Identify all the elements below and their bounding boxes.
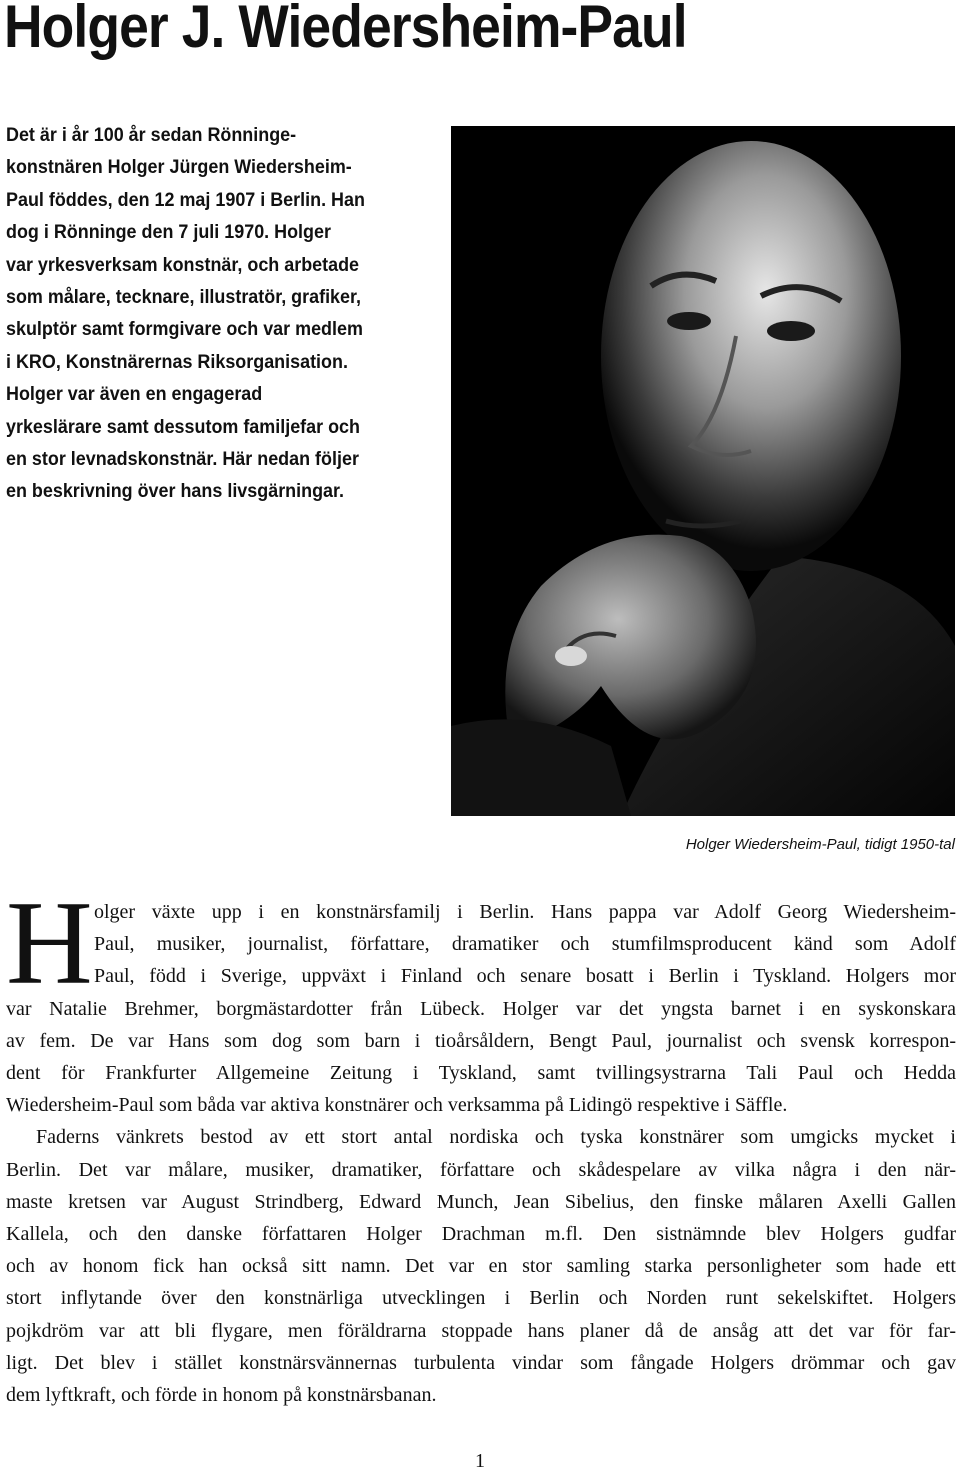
portrait-illustration bbox=[451, 126, 955, 816]
body-line: pojkdröm var att bli flygare, men föräldrarna stoppade hans planer då de ansåg att det var för far- bbox=[6, 1319, 956, 1342]
body-line: Berlin. Det var målare, musiker, dramatiker, författare och skådespelare av vilka några i den när- bbox=[6, 1158, 956, 1181]
intro-line: yrkeslärare samt dessutom familjefar och bbox=[6, 415, 360, 438]
body-line: maste kretsen var August Strindberg, Edward Munch, Jean Sibelius, den finske målaren Axelli Gallen bbox=[6, 1190, 956, 1213]
intro-paragraph bbox=[6, 119, 441, 508]
portrait-photo bbox=[451, 126, 955, 816]
body-line: stort inflytande över den konstnärliga utvecklingen i Berlin och Norden runt sekelskiftet. Holgers bbox=[6, 1287, 956, 1310]
intro-line: en beskrivning över hans livsgärningar. bbox=[6, 480, 344, 503]
body-text bbox=[6, 896, 956, 1411]
intro-line: konstnären Holger Jürgen Wiedersheim- bbox=[6, 156, 352, 179]
body-line: var Natalie Brehmer, borgmästardotter från Lübeck. Holger var det yngsta barnet i en syskonskara bbox=[6, 997, 956, 1020]
intro-line: var yrkesverksam konstnär, och arbetade bbox=[6, 253, 360, 276]
body-line: Kallela, och den danske författaren Holger Drachman m.fl. Den sistnämnde blev Holgers gudfar bbox=[6, 1223, 956, 1246]
intro-line: Paul föddes, den 12 maj 1907 i Berlin. Han bbox=[6, 188, 365, 211]
intro-line: som målare, tecknare, illustratör, grafiker, bbox=[6, 286, 361, 309]
body-line: dem lyftkraft, och förde in honom på konstnärsbanan. bbox=[6, 1384, 437, 1407]
body-line: Wiedersheim-Paul som båda var aktiva konstnärer och verksamma på Lidingö respektive i Säffle. bbox=[6, 1094, 788, 1117]
intro-line: Holger var även en engagerad bbox=[6, 383, 263, 406]
body-line: och av honom fick han också sitt namn. Det var en stor samling starka personligheter som hade ett bbox=[6, 1255, 956, 1278]
photo-caption: Holger Wiedersheim-Paul, tidigt 1950-tal bbox=[685, 836, 955, 853]
intro-line: en stor levnadskonstnär. Här nedan följer bbox=[6, 448, 359, 471]
drop-cap: H bbox=[6, 876, 93, 1009]
body-line: dent för Frankfurter Allgemeine Zeitung i Tyskland, samt tvillingsystrarna Tali Paul och Hedda bbox=[6, 1062, 956, 1085]
body-line: av fem. De var Hans som dog som barn i tioårsåldern, Bengt Paul, journalist och svensk korrespon- bbox=[6, 1029, 956, 1052]
intro-line: skulptör samt formgivare och var medlem bbox=[6, 318, 363, 341]
body-line: Paul, musiker, journalist, författare, dramatiker och stumfilmsproducent känd som Adolf bbox=[94, 933, 956, 956]
body-line: ligt. Det blev i stället konstnärsvännernas turbulenta vindar som fångade Holgers drömmar och gav bbox=[6, 1351, 956, 1374]
page-title: Holger J. Wiedersheim-Paul bbox=[4, 0, 687, 60]
intro-line: Det är i år 100 år sedan Rönninge- bbox=[6, 124, 297, 146]
body-line: Faderns vänkrets bestod av ett stort antal nordiska och tyska konstnärer som umgicks mycket i bbox=[36, 1126, 956, 1149]
intro-line: dog i Rönninge den 7 juli 1970. Holger bbox=[6, 221, 331, 244]
body-line: Paul, född i Sverige, uppväxt i Finland och senare bosatt i Berlin i Tyskland. Holgers mor bbox=[94, 965, 956, 988]
intro-line: i KRO, Konstnärernas Riksorganisation. bbox=[6, 350, 348, 373]
body-line: olger växte upp i en konstnärsfamilj i Berlin. Hans pappa var Adolf Georg Wiedersheim- bbox=[94, 901, 956, 923]
page-number: 1 bbox=[475, 1450, 485, 1472]
